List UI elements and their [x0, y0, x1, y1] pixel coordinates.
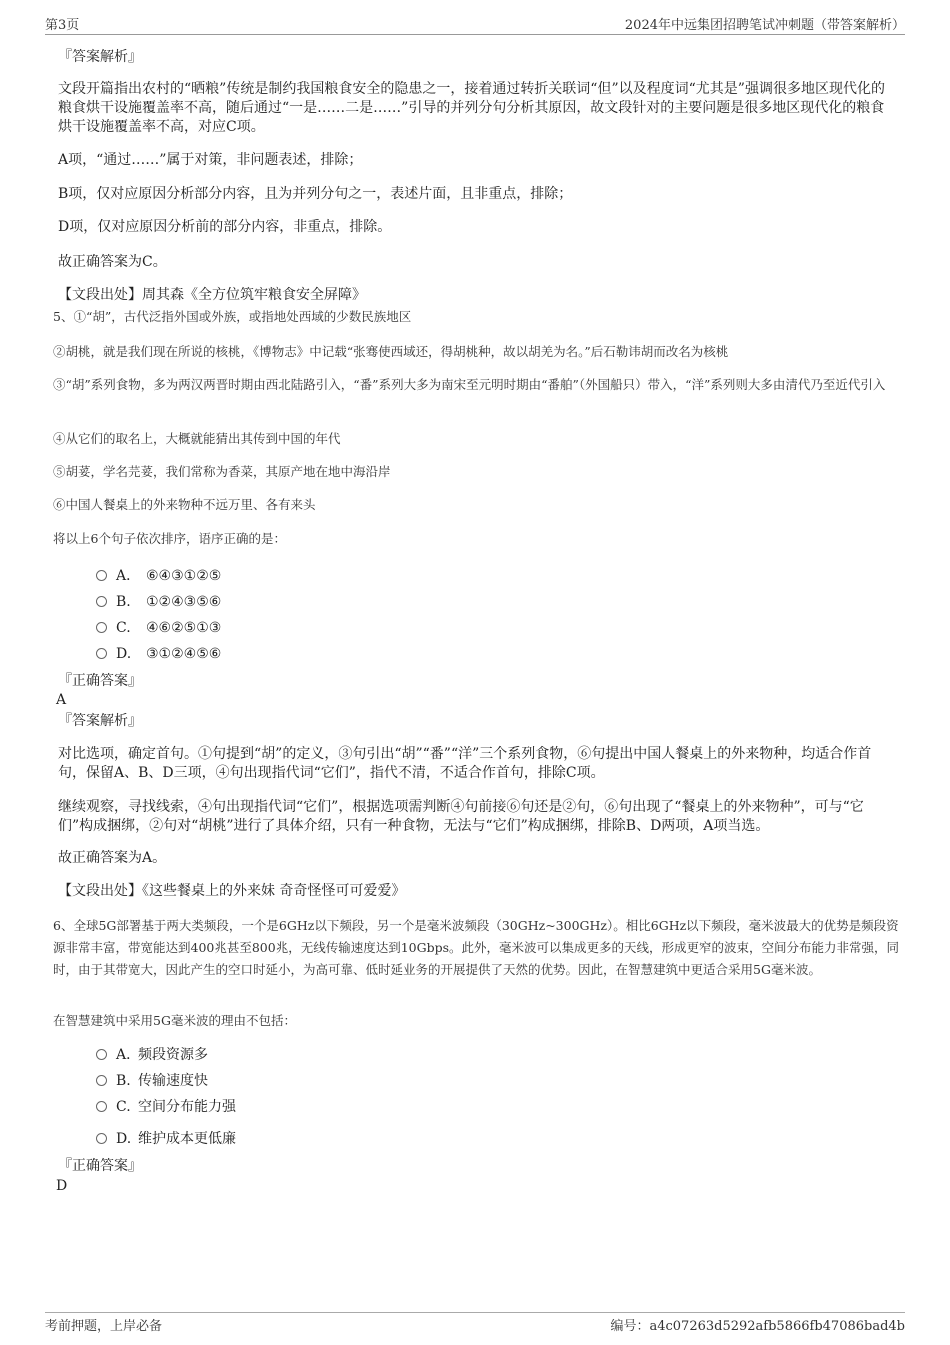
q6-option-c[interactable]	[96, 1097, 236, 1117]
option-text: 频段资源多	[138, 1047, 208, 1063]
option-text: 传输速度快	[138, 1073, 208, 1089]
option-text: ⑥④③①②⑤	[146, 568, 222, 584]
q5-answer-label: 『正确答案』	[58, 673, 142, 689]
q4-analysis-option-a: A项，“通过……”属于对策，非问题表述，排除；	[58, 152, 363, 168]
option-key: B.	[116, 594, 131, 610]
document-title: 2024年中远集团招聘笔试冲刺题（带答案解析）	[624, 18, 905, 33]
option-text: 空间分布能力强	[138, 1099, 236, 1115]
option-key: A．	[116, 1047, 141, 1063]
q5-option-c[interactable]	[96, 618, 221, 638]
q4-source: 【文段出处】周其森《全方位筑牢粮食安全屏障》	[58, 287, 366, 303]
radio-icon[interactable]	[96, 1133, 107, 1144]
radio-icon[interactable]	[96, 622, 107, 633]
option-text: ④⑥②⑤①③	[146, 620, 222, 636]
q5-prompt: 将以上6个句子依次排序，语序正确的是：	[53, 531, 286, 546]
option-key: B.	[116, 1073, 131, 1089]
q5-analysis-paragraph-1: 对比选项，确定首句。①句提到“胡”的定义，③句引出“胡”“番”“洋”三个系列食物，⑥句提出中国人餐桌上的外来物种，均适合作首句，保留A、B、D三项，④句出现指代词“它们”，指代不清，不适合作首句，排除C项。	[58, 746, 872, 781]
radio-icon[interactable]	[96, 1049, 107, 1060]
q5-sentence-4: ④从它们的取名上，大概就能猜出其传到中国的年代	[53, 431, 341, 446]
option-key: A．	[116, 568, 141, 584]
footer-slogan: 考前押题，上岸必备	[45, 1319, 163, 1334]
q6-stem: 6、全球5G部署基于两大类频段，一个是6GHz以下频段，另一个是毫米波频段（30GHz~300GHz）。相比6GHz以下频段，毫米波最大的优势是频段资源非常丰富，带宽能达到400兆甚至800兆，无线传输速度达到10Gbps。此外，毫米波可以集成更多的天线，形成更窄的波束，空间分布能力非常强，同时，由于其带宽大，因此产生的空口时延小，为高可靠、低时延业务的开展提供了天然的优势。因此，在智慧建筑中更适合采用5G毫米波。	[53, 918, 900, 977]
q5-sentence-6: ⑥中国人餐桌上的外来物种不远万里、各有来头	[53, 497, 316, 512]
q4-analysis-paragraph: 文段开篇指出农村的“晒粮”传统是制约我国粮食安全的隐患之一，接着通过转折关联词“但”以及程度词“尤其是”强调很多地区现代化的粮食烘干设施覆盖率不高，随后通过“一是……二是……”引导的并列分句分析其原因，故文段针对的主要问题是很多地区现代化的粮食烘干设施覆盖率不高，对应C项。	[58, 81, 885, 135]
q6-option-b[interactable]	[96, 1071, 208, 1091]
q5-sentence-3: ③“胡”系列食物，多为两汉两晋时期由西北陆路引入，“番”系列大多为南宋至元明时期由“番舶”（外国船只）带入，“洋”系列则大多由清代乃至近代引入	[53, 377, 886, 392]
q4-analysis-option-d: D项，仅对应原因分析前的部分内容，非重点，排除。	[58, 219, 392, 235]
option-key: D.	[116, 1131, 132, 1147]
q6-answer-label: 『正确答案』	[58, 1158, 142, 1174]
radio-icon[interactable]	[96, 648, 107, 659]
q5-source: 【文段出处】《这些餐桌上的外来妹 奇奇怪怪可可爱爱》	[58, 883, 406, 899]
option-key: C.	[116, 1099, 131, 1115]
radio-icon[interactable]	[96, 596, 107, 607]
q4-analysis-option-b: B项，仅对应原因分析部分内容，且为并列分句之一，表述片面，且非重点，排除；	[58, 186, 573, 202]
q5-analysis-paragraph-2: 继续观察，寻找线索，④句出现指代词“它们”，根据选项需判断④句前接⑥句还是②句，⑥句出现了“餐桌上的外来物种”，可与“它们”构成捆绑，②句对“胡桃”进行了具体介绍，只有一种食物，无法与“它们”构成捆绑，排除B、D两项，A项当选。	[58, 799, 864, 834]
q5-option-a[interactable]	[96, 566, 221, 586]
q4-analysis-label: 『答案解析』	[58, 49, 142, 65]
page-header	[45, 14, 905, 35]
radio-icon[interactable]	[96, 1101, 107, 1112]
q5-answer: A	[56, 692, 67, 708]
q5-conclusion: 故正确答案为A。	[58, 850, 167, 866]
radio-icon[interactable]	[96, 1075, 107, 1086]
option-key: C.	[116, 620, 131, 636]
q5-option-b[interactable]	[96, 592, 221, 612]
option-key: D.	[116, 646, 132, 662]
q5-sentence-2: ②胡桃，就是我们现在所说的核桃，《博物志》中记载“张骞使西域还，得胡桃种，故以胡羌为名。”后石勒讳胡而改名为核桃	[53, 344, 729, 359]
q6-option-d[interactable]	[96, 1129, 236, 1149]
q6-prompt: 在智慧建筑中采用5G毫米波的理由不包括：	[53, 1013, 296, 1028]
q4-conclusion: 故正确答案为C。	[58, 254, 167, 270]
radio-icon[interactable]	[96, 570, 107, 581]
q5-sentence-1: 5、①“胡”，古代泛指外国或外族，或指地处西域的少数民族地区	[53, 309, 412, 324]
footer-code: 编号：a4c07263d5292afb5866fb47086bad4b	[610, 1319, 905, 1334]
q5-sentence-5: ⑤胡荽，学名芫荽，我们常称为香菜，其原产地在地中海沿岸	[53, 464, 391, 479]
option-text: 维护成本更低廉	[138, 1131, 236, 1147]
page-number: 第3页	[45, 18, 80, 33]
q5-option-d[interactable]	[96, 644, 221, 664]
q6-answer: D	[56, 1178, 68, 1194]
option-text: ③①②④⑤⑥	[146, 646, 222, 662]
q5-analysis-label: 『答案解析』	[58, 713, 142, 729]
q6-option-a[interactable]	[96, 1045, 208, 1065]
option-text: ①②④③⑤⑥	[146, 594, 222, 610]
page-footer	[45, 1312, 905, 1335]
